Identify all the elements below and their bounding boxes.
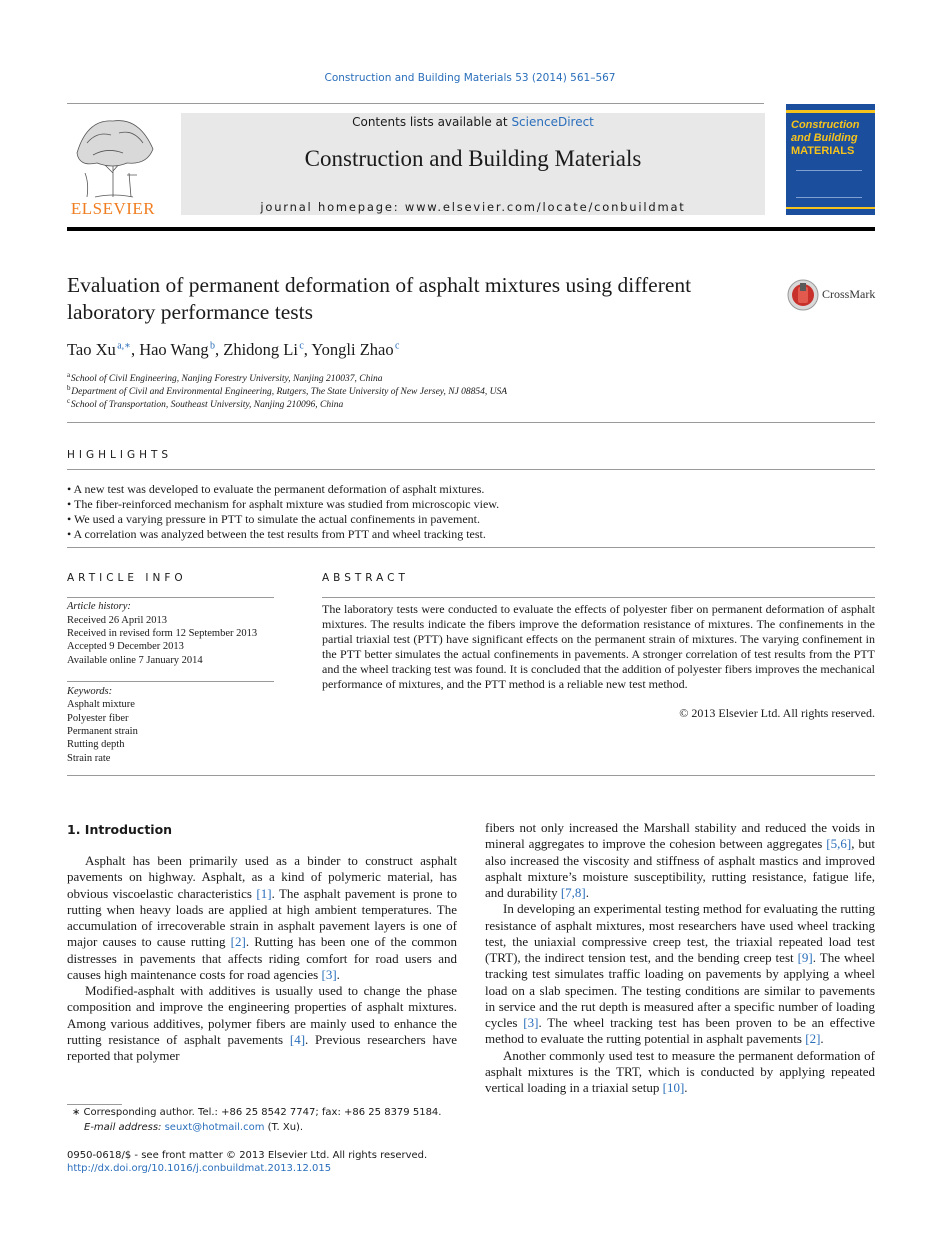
author-sup[interactable]: c <box>299 340 304 352</box>
author-sup[interactable]: b <box>209 340 215 352</box>
affiliation <box>67 384 507 397</box>
history-online: Available online 7 January 2014 <box>67 655 203 666</box>
abstract-text: The laboratory tests were conducted to evaluate the effects of polyester fiber on permanent deformation of asphalt mixtures. The results indicate the fibers improve the deformation resistance of mixtures. The confinements in the partial triaxial test (PTT) have significant effects on the permanent strain of mixtures. The varying confinement in the PTT better simulates the actual confinements in pavements. A stronger correlation of test results from the PTT and the wheel tracking test was found. It is concluded that the addition of polyester fibers improves the mechanical performance of mixtures, and the PTT method is a reliable new test method. <box>322 602 875 691</box>
highlights-heading: HIGHLIGHTS <box>67 449 173 461</box>
homepage-prefix: journal homepage: <box>260 200 405 214</box>
highlight-item: • A new test was developed to evaluate the permanent deformation of asphalt mixtures. <box>67 482 485 496</box>
text: . The wheel tracking test simulates traffic loading on pavements by applying a wheel load on a slab specimen. The testing conditions are similar to pavements in service and the rut depth is measured after a specific number of loading cycles <box>485 950 875 1030</box>
citation-link[interactable]: [1] <box>256 885 272 901</box>
citation-link[interactable]: [10] <box>662 1080 685 1095</box>
highlight-text: A correlation was analyzed between the test results from PTT and wheel tracking test. <box>73 527 486 541</box>
cover-bar-bottom <box>786 207 875 209</box>
text: . Rutting has been one of the common distresses in pavements that affects riding comfort for road users and causes high maintenance costs for road agencies <box>67 934 457 982</box>
text: , but also increased the viscosity and stiffness of asphalt mastics and improved asphalt mixture’s moisture susceptibility, rutting resistance, fatigue life, and durability <box>485 836 875 900</box>
paragraph <box>485 901 875 1047</box>
cover-title-line-1: Construction <box>791 119 860 131</box>
affiliation-sup: c <box>67 397 71 405</box>
highlight-item: • The fiber-reinforced mechanism for asphalt mixture was studied from microscopic view. <box>67 497 500 511</box>
paragraph <box>67 853 457 983</box>
text: . <box>684 1080 688 1095</box>
author-sup[interactable]: c <box>395 340 400 352</box>
divider <box>67 547 875 548</box>
divider <box>322 597 875 598</box>
divider <box>67 469 875 470</box>
highlight-text: A new test was developed to evaluate the permanent deformation of asphalt mixtures. <box>73 482 485 496</box>
keyword: Rutting depth <box>67 739 125 750</box>
crossmark-label[interactable]: CrossMark <box>822 287 876 301</box>
text: In developing an experimental testing method for evaluating the rutting resistance of asphalt mixtures, most researchers have used wheel tracking test, the uniaxial compressive creep test, the triaxial repeated load test (TRT), the indirect tension test, and the bending creep test <box>485 901 875 965</box>
sciencedirect-link[interactable]: ScienceDirect <box>511 115 594 129</box>
affiliation-sup: a <box>67 371 71 379</box>
author-name: Hao Wang <box>139 340 209 359</box>
highlight-item: • We used a varying pressure in PTT to simulate the actual confinements in pavement. <box>67 512 481 526</box>
affiliation-text: School of Civil Engineering, Nanjing Forestry University, Nanjing 210037, China <box>70 374 383 385</box>
cover-bar-top <box>786 110 875 113</box>
affiliation <box>67 371 382 384</box>
divider <box>67 422 875 423</box>
author-list: Tao Xu $^{a,∗}$, Hao Wang $^b$, Zhidong Li $^c$, Yongli Zhao $^c$ <box>67 340 400 359</box>
highlight-text: We used a varying pressure in PTT to simulate the actual confinements in pavement. <box>73 512 481 526</box>
keyword: Strain rate <box>67 753 111 764</box>
header-thick-rule <box>67 227 875 231</box>
elsevier-wordmark: ELSEVIER <box>70 199 156 218</box>
author-name: Yongli Zhao <box>311 340 394 359</box>
journal-title: Construction and Building Materials <box>304 146 642 171</box>
paragraph <box>67 983 457 1064</box>
citation-link[interactable]: [4] <box>289 1031 306 1047</box>
history-accepted: Accepted 9 December 2013 <box>67 641 184 652</box>
keyword: Permanent strain <box>67 726 138 737</box>
cover-text-block <box>796 170 862 198</box>
author-sup[interactable]: a,∗ <box>117 340 131 352</box>
section-heading-introduction: 1. Introduction <box>67 822 173 837</box>
citation-link[interactable]: [5,6] <box>826 836 852 852</box>
text: fibers not only increased the Marshall stability and reduced the voids in mineral aggregates to improve the cohesion between aggregates <box>485 820 875 852</box>
divider <box>67 597 274 598</box>
journal-homepage <box>181 200 765 214</box>
history-received: Received 26 April 2013 <box>67 615 168 626</box>
citation-link[interactable]: [3] <box>321 966 337 982</box>
text: . <box>336 966 340 982</box>
citation-link[interactable]: [3] <box>523 1015 539 1030</box>
keyword: Asphalt mixture <box>67 699 135 710</box>
text: Modified-asphalt with additives is usually used to change the phase composition and improve the engineering properties of asphalt mixtures. Among various additives, polymer fibers are mainly used to enhance the rutting resistance of asphalt pavements <box>67 983 457 1047</box>
contents-line <box>181 115 765 129</box>
email-note <box>84 1122 303 1133</box>
email-label: E-mail address: <box>84 1122 165 1133</box>
divider <box>67 775 875 776</box>
body-column-right <box>485 820 875 1096</box>
email-suffix: (T. Xu). <box>264 1122 304 1133</box>
highlight-item: • A correlation was analyzed between the test results from PTT and wheel tracking test. <box>67 527 486 541</box>
divider <box>67 681 274 682</box>
author-name: Zhidong Li <box>223 340 298 359</box>
affiliation <box>67 397 343 410</box>
journal-citation[interactable]: Construction and Building Materials 53 (2014) 561–567 <box>324 72 616 84</box>
doi-link[interactable]: http://dx.doi.org/10.1016/j.conbuildmat.2013.12.015 <box>67 1163 332 1174</box>
text: Asphalt has been primarily used as a binder to construct asphalt pavements on highway. Asphalt, as a kind of polymeric material, has obvious viscoelastic characteristics <box>67 853 457 901</box>
corresponding-author-note: ∗ Corresponding author. Tel.: +86 25 8542 7747; fax: +86 25 8379 5184. <box>72 1107 442 1118</box>
abstract-heading: ABSTRACT <box>322 572 409 584</box>
cover-title-line-3: MATERIALS <box>791 145 855 157</box>
citation-link[interactable]: [9] <box>797 950 813 965</box>
text: Another commonly used test to measure the permanent deformation of asphalt mixtures is the TRT, which is conducted by applying repeated vertical loading in a triaxial setup <box>485 1047 875 1095</box>
cover-title <box>791 119 859 158</box>
keyword: Polyester fiber <box>67 713 129 724</box>
cover-title-line-2: and Building <box>791 132 858 144</box>
text: . The asphalt pavement is prone to rutting when heavy loads are applied at high ambient temperatures. The accumulation of irrecoverable strain in asphalt pavement layers is one of major causes to cause rutting <box>67 885 457 950</box>
highlight-text: The fiber-reinforced mechanism for asphalt mixture was studied from microscopic view. <box>73 497 500 511</box>
affiliation-text: Department of Civil and Environmental Engineering, Rutgers, The State University of New Jersey, NJ 08854, USA <box>71 387 508 398</box>
article-title: Evaluation of permanent deformation of asphalt mixtures using different laboratory performance tests <box>67 273 692 324</box>
header-top-rule <box>67 103 764 104</box>
text: . <box>820 1031 824 1047</box>
citation-link[interactable]: [7,8] <box>560 885 586 900</box>
affiliation-sup: b <box>67 384 71 392</box>
paragraph <box>485 1048 875 1097</box>
contents-prefix: Contents lists available at <box>352 115 512 129</box>
article-info-heading: ARTICLE INFO <box>67 572 187 584</box>
email-link[interactable]: seuxt@hotmail.com <box>164 1122 265 1133</box>
history-revised: Received in revised form 12 September 2013 <box>67 628 258 639</box>
journal-cover-image <box>786 104 875 215</box>
author-name: Tao Xu <box>67 340 116 359</box>
citation-link[interactable]: [2] <box>805 1031 821 1047</box>
keywords-label: Keywords: <box>67 686 113 697</box>
text: . <box>585 885 589 900</box>
affiliation-text: School of Transportation, Southeast University, Nanjing 210096, China <box>70 400 344 411</box>
crossmark-icon[interactable] <box>787 279 819 311</box>
issn-line: 0950-0618/$ - see front matter © 2013 Elsevier Ltd. All rights reserved. <box>67 1150 428 1161</box>
abstract-copyright: © 2013 Elsevier Ltd. All rights reserved. <box>679 706 875 720</box>
paragraph <box>485 820 875 901</box>
footnote-rule <box>67 1104 122 1105</box>
homepage-url[interactable]: www.elsevier.com/locate/conbuildmat <box>404 200 686 214</box>
text: . Previous researchers have reported that polymer <box>67 1031 457 1063</box>
history-label: Article history: <box>67 601 131 612</box>
journal-banner <box>181 113 765 215</box>
citation-link[interactable]: [2] <box>230 934 246 950</box>
text: . The wheel tracking test has been proven to be an effective method to evaluate the rutting potential in asphalt pavements <box>485 1015 875 1047</box>
body-column-left <box>67 853 457 1064</box>
